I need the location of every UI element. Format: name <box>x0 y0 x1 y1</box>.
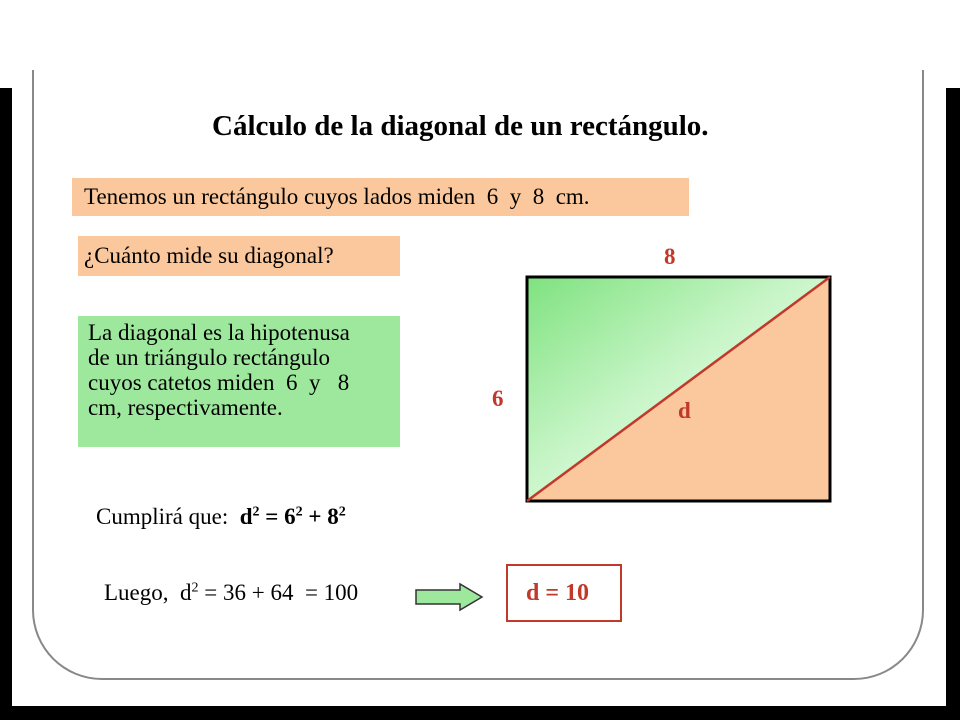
explanation-line: de un triángulo rectángulo <box>88 345 331 370</box>
luego-exp: 2 <box>191 580 199 596</box>
formula-d: $d^2$ <box>239 504 260 529</box>
luego-prefix: Luego, d <box>104 580 192 605</box>
explanation-box <box>78 316 400 447</box>
formula-a: $6^2$ <box>284 504 303 529</box>
rectangle-diagram <box>480 240 850 510</box>
explanation-line: cm, respectivamente. <box>88 395 283 420</box>
diagonal-label: d <box>678 398 691 423</box>
explanation-line: La diagonal es la hipotenusa <box>88 320 350 345</box>
formula <box>96 504 346 530</box>
formula-eq: = <box>259 504 285 529</box>
luego-rest: = 36 + 64 = 100 <box>198 580 359 605</box>
formula-b: $8^2$ <box>327 504 346 529</box>
frame-left-bar <box>0 88 12 720</box>
statement-box: Tenemos un rectángulo cuyos lados miden 6 y 8 cm. <box>72 178 689 216</box>
formula-prefix: Cumplirá que: <box>96 504 240 529</box>
explanation-line: cuyos catetos miden 6 y 8 <box>88 370 350 395</box>
right-arrow-icon <box>414 582 486 612</box>
question-box: ¿Cuánto mide su diagonal? <box>78 236 400 276</box>
left-side-label: 6 <box>492 386 504 411</box>
result-box: d = 10 <box>506 564 622 622</box>
frame-bottom-bar <box>0 706 960 720</box>
calculation-line <box>104 580 358 606</box>
frame-right-bar <box>946 88 960 720</box>
formula-plus: + <box>302 504 328 529</box>
page-title: Cálculo de la diagonal de un rectángulo. <box>212 110 709 142</box>
top-side-label: 8 <box>664 244 676 269</box>
